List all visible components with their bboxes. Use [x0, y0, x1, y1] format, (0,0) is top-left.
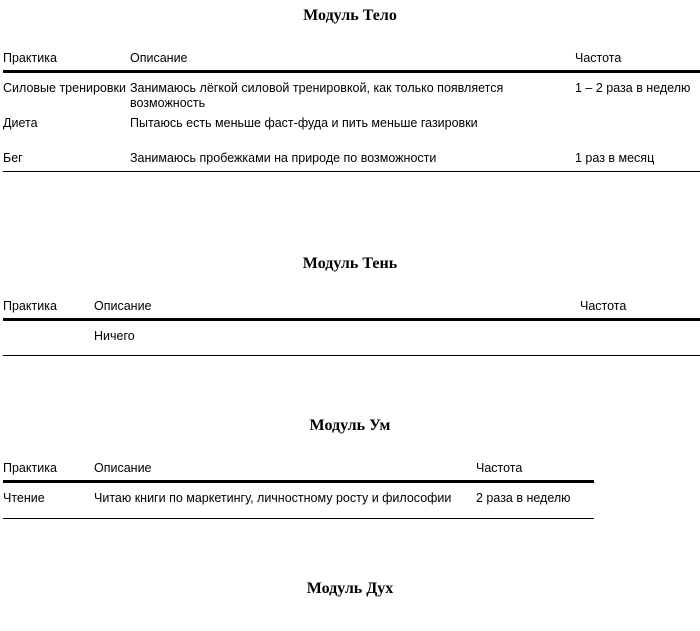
header-description: Описание — [94, 299, 580, 320]
header-description: Описание — [130, 51, 575, 72]
table-row — [3, 320, 700, 356]
module-shadow-table — [3, 299, 700, 356]
module-body-table — [3, 51, 700, 172]
table-header-row — [3, 51, 700, 72]
cell-frequency — [575, 111, 700, 146]
table-row — [3, 111, 700, 146]
module-body-title: Модуль Тело — [303, 7, 397, 24]
header-frequency: Частота — [575, 51, 700, 72]
header-frequency: Частота — [580, 299, 700, 320]
table-row — [3, 482, 594, 519]
table-row — [3, 72, 700, 112]
header-description: Описание — [94, 461, 476, 482]
cell-description: Читаю книги по маркетингу, личностному росту и философии — [94, 482, 476, 519]
cell-frequency: 1 раз в месяц — [575, 146, 700, 172]
cell-description: Пытаюсь есть меньше фаст-фуда и пить меньше газировки — [130, 116, 478, 130]
table-header-row — [3, 461, 594, 482]
table-header-row — [3, 299, 700, 320]
cell-practice: Силовые тренировки — [3, 81, 126, 95]
header-frequency: Частота — [476, 461, 594, 482]
cell-description: Занимаюсь пробежками на природе по возможности — [130, 146, 575, 172]
cell-practice — [3, 320, 94, 356]
cell-description: Занимаюсь лёгкой силовой тренировкой, как только появляется возможность — [130, 81, 504, 110]
module-mind-table — [3, 461, 594, 519]
module-spirit-title: Модуль Дух — [306, 580, 394, 597]
header-practice: Практика — [3, 51, 130, 72]
table-row — [3, 146, 700, 172]
header-practice: Практика — [3, 299, 94, 320]
cell-frequency: 1 – 2 раза в неделю — [575, 81, 691, 95]
cell-practice: Диета — [3, 116, 38, 130]
cell-practice: Чтение — [3, 482, 94, 519]
module-mind-title: Модуль Ум — [309, 417, 391, 434]
header-practice: Практика — [3, 461, 94, 482]
cell-frequency — [580, 320, 700, 356]
module-shadow-title: Модуль Тень — [302, 255, 398, 272]
cell-description: Ничего — [94, 320, 580, 356]
cell-frequency: 2 раза в неделю — [476, 482, 594, 519]
cell-practice: Бег — [3, 146, 130, 172]
